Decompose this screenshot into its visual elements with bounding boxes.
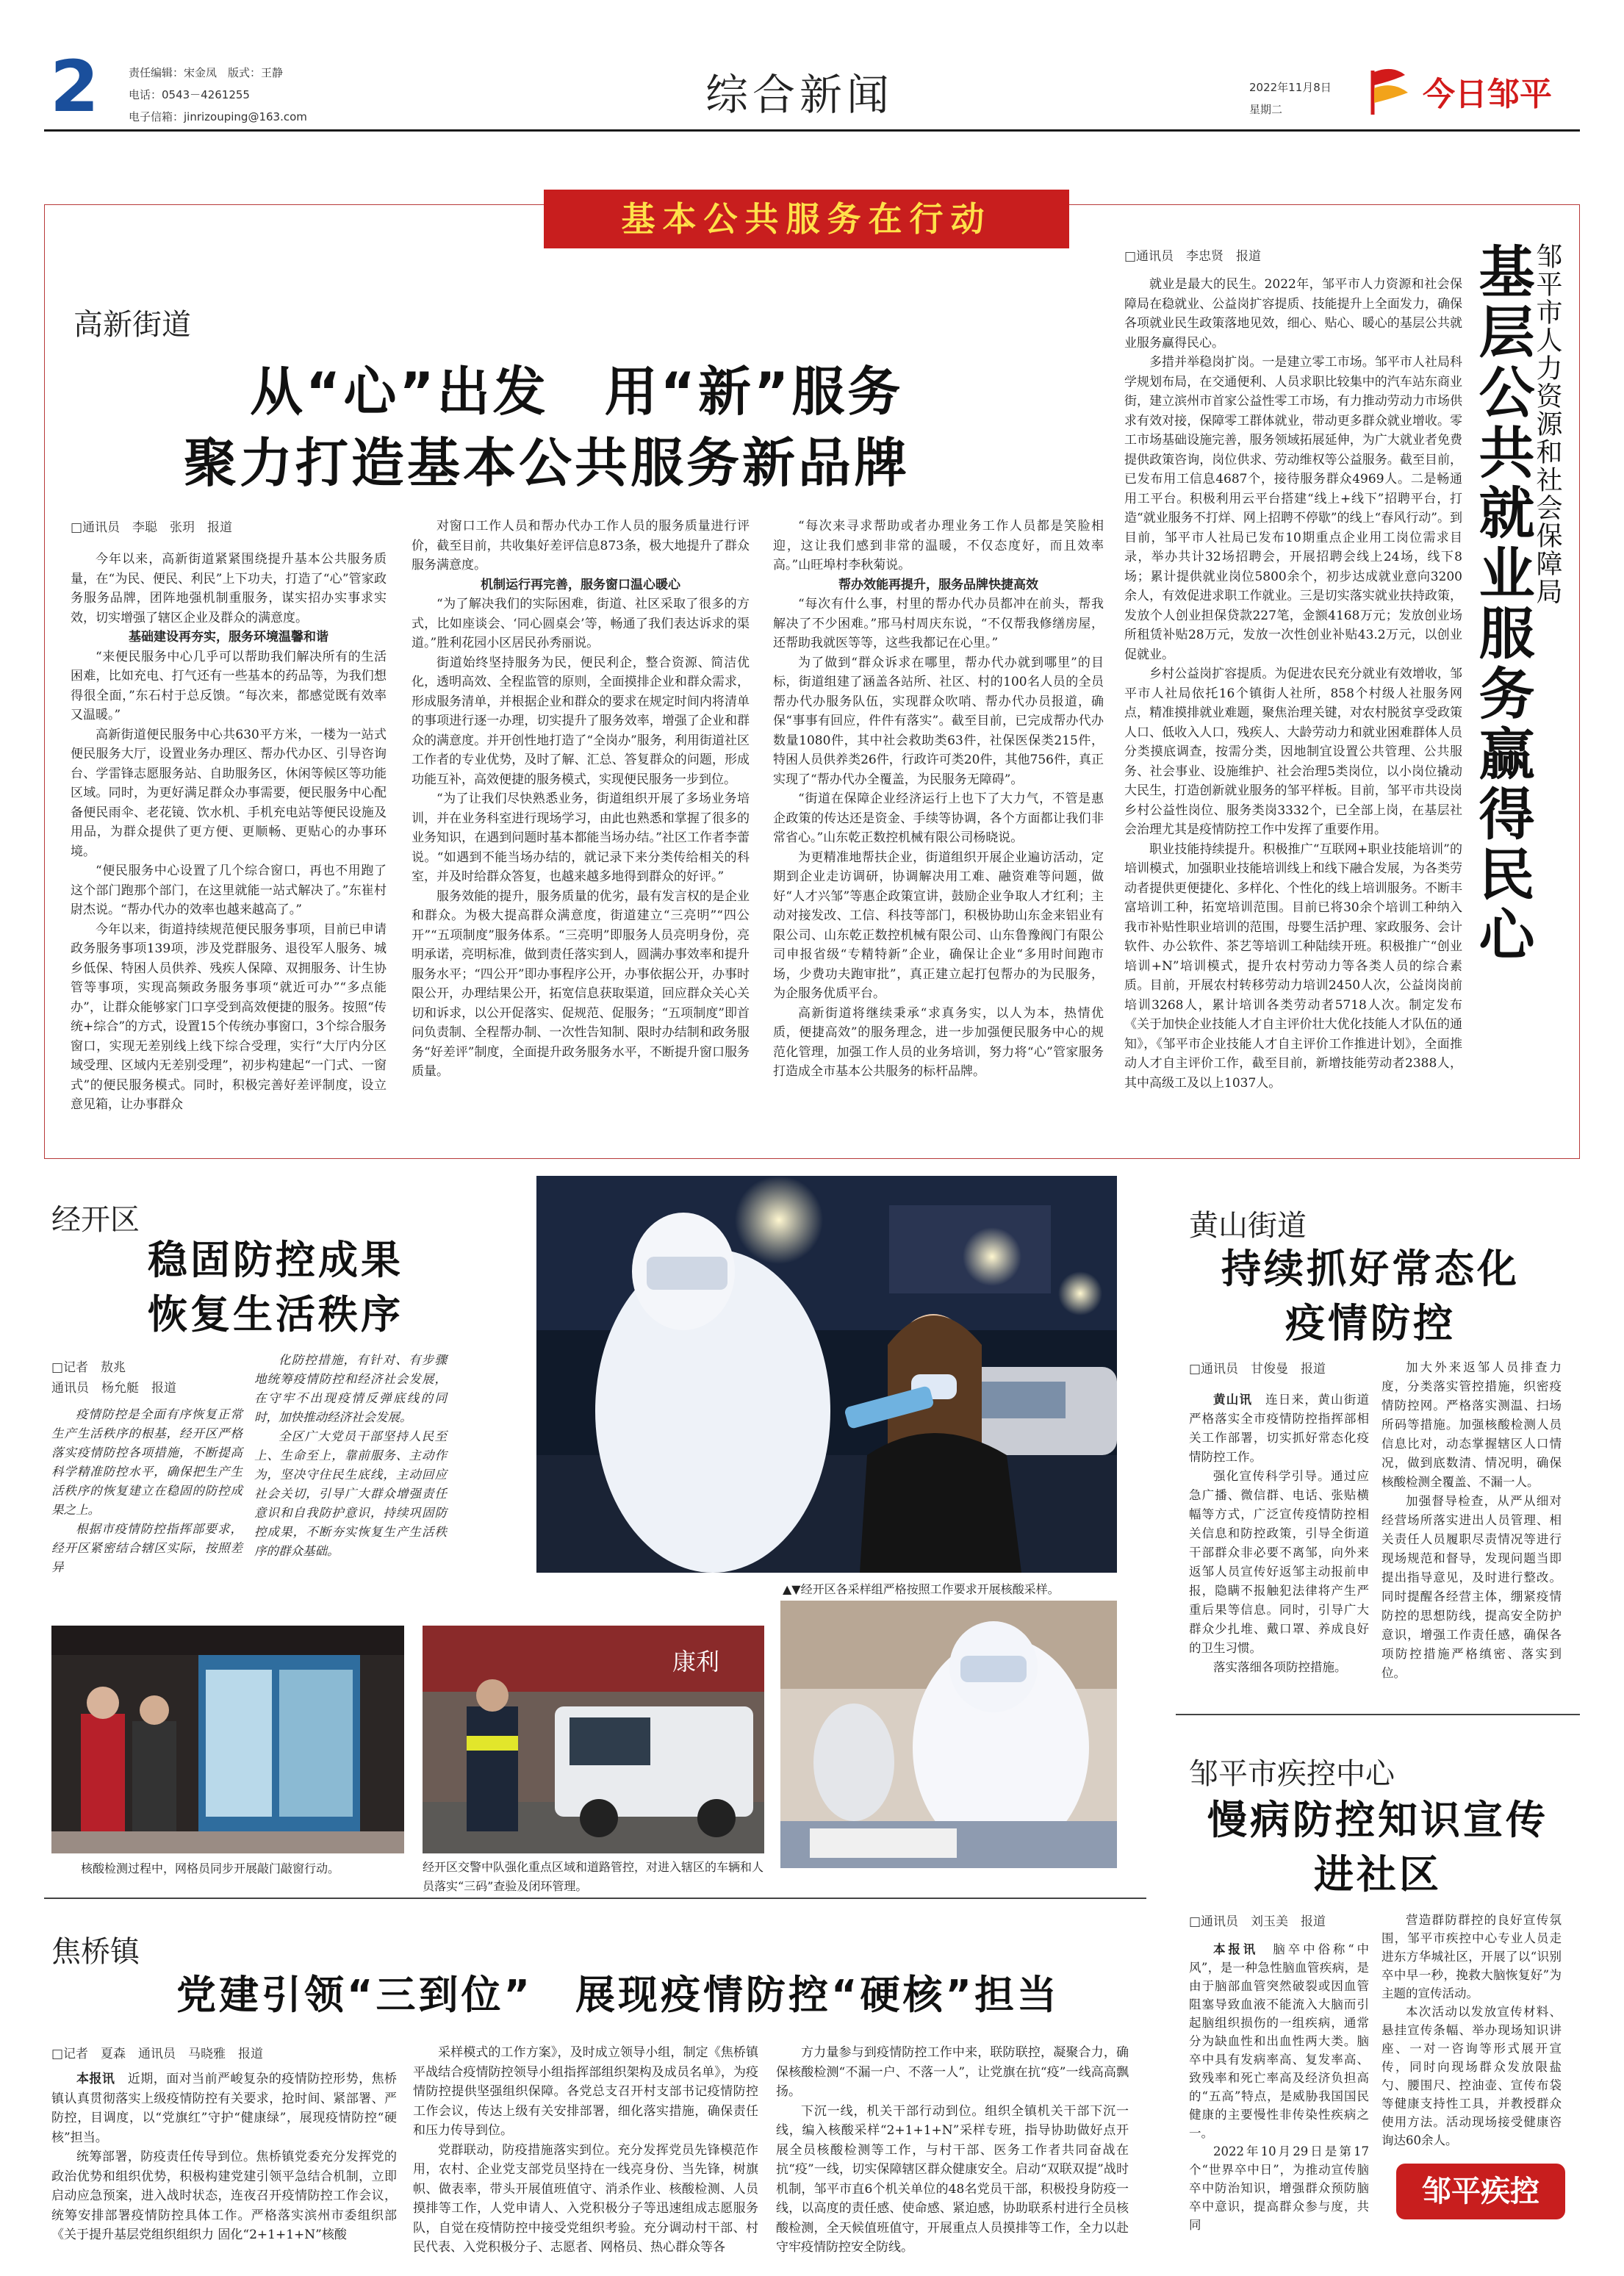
jiaoqiao-label: 焦桥镇 — [51, 1935, 140, 1969]
paragraph: 今年以来，高新街道紧紧围绕提升基本公共服务质量，在“为民、便民、利民”上下功夫，打造了“心”管家政务服务品牌，团阵地强机制重服务，谋实招办实事求实效，切实增强了辖区企业及群众的满意度。 — [71, 552, 387, 625]
jikong-byline: □通讯员 刘玉美 报道 — [1189, 1914, 1326, 1929]
photo-knock-doors-image — [51, 1626, 404, 1853]
phone-line: 电话：0543－4261255 — [129, 88, 250, 101]
paragraph: 服务效能的提升，服务质量的优劣，最有发言权的是企业和群众。为极大提高群众满意度，街道建立“三亮明”“四公开”“五项制度”服务体系。“三亮明”即服务人员亮明身份，亮明承诺，亮明标准，做到责任落实到人，圆满办事效率和提升服务水平；“四公开”即办事程序公开，办事依据公开，办事时限公开，办理结果公开，拓宽信息获取渠道，回应群众关心关切和诉求，以公开促落实、促规范、促服务；“五项制度”即首问负责制、全程帮办制、一次性告知制、限时办结制和政务服务“好差评”制度，全面提升政务服务水平，不断提升窗口服务质量。 — [412, 888, 750, 1079]
page-number: 2 — [50, 46, 99, 128]
paragraph: 2022年10月29日是第17个“世界卒中日”，为推动宣传脑卒中防治知识，增强群众预防脑卒中意识，提高群众参与度，共同 — [1189, 2144, 1369, 2232]
weekday-text: 星期二 — [1249, 103, 1283, 116]
gaoxin-column-3 — [773, 517, 1104, 1138]
paragraph: 强化宣传科学引导。通过应急广播、微信群、电话、张贴横幅等方式，广泛宣传疫情防控相关信息和防控政策，引导全街道干部群众非必要不离邹，向外来返邹人员宣传好返邹主动报前申报，隐瞒不报触犯法律将产生严重后果等信息。同时，引导广大群众少扎堆、戴口罩、养成良好的卫生习惯。 — [1189, 1469, 1369, 1655]
gaoxin-label: 高新街道 — [73, 308, 191, 342]
paper-name: 今日邹平 — [1423, 76, 1552, 113]
jingkai-label: 经开区 — [51, 1203, 140, 1237]
date-text: 2022年11月8日 — [1249, 81, 1332, 94]
jiaoqiao-column-3 — [776, 2043, 1129, 2262]
shop-sign: 康利 — [672, 1648, 720, 1676]
paragraph: “每次有什么事，村里的帮办代办员都冲在前头，帮我解决了不少困难。”邢马村周庆东说，“不仅帮我修缮房屋，还帮助我就医等等，这些我都记在心里。” — [773, 597, 1104, 650]
paragraph: “便民服务中心设置了几个综合窗口，再也不用跑了这个部门跑那个部门，在这里就能一站式解决了。”东崔村尉杰说。“帮办代办的效率也越来越高了。” — [71, 864, 387, 917]
jiaoqiao-byline: □记者 夏森 通讯员 马晓雅 报道 — [51, 2047, 264, 2061]
paragraph: “为了让我们尽快熟悉业务，街道组织开展了多场业务培训，并在业务科室进行现场学习，由此也熟悉和掌握了很多的业务知识，在遇到问题时基本都能当场办结。”社区工作者李蕾说。“如遇到不能当场办结的，就记录下来分类传给相关的科室，并及时给群众答复，也越来越多地得到群众的好评。” — [412, 791, 750, 884]
huangshan-headline-2: 疫情防控 — [1285, 1300, 1456, 1346]
rensheju-column — [1124, 275, 1462, 1142]
lead-phrase: 黄山讯 — [1213, 1393, 1253, 1407]
photo-traffic-check — [423, 1626, 764, 1853]
jingkai-headline-1: 稳固防控成果 — [148, 1237, 403, 1283]
paragraph: 今年以来，街道持续规范便民服务事项，目前已申请政务服务事项139项，涉及党群服务、退役军人服务、城乡低保、特困人员供养、残疾人保障、双拥服务、计生协管等事项，实现高频政务服务事项“就近可办”“多点能办”，让群众能够家门口享受到高效便捷的服务。按照“传统+综合”的方式，设置15个传统办事窗口，3个综合服务窗口，实现无差别线上线下综合受理，实行“大厅内分区域受理、区域内无差别受理”，初步构建起“一门式、一窗式”的便民服务模式。同时，积极完善好差评制度，设立意见箱，让办事群众 — [71, 922, 387, 1112]
email-line: 电子信箱：jinrizouping@163.com — [129, 110, 307, 123]
jingkai-headline-2: 恢复生活秩序 — [148, 1291, 403, 1338]
paragraph: 营造群防群控的良好宣传氛围，邹平市疾控中心专业人员走进东方华城社区，开展了以“识别卒中早一秒，挽救大脑恢复好”为主题的宣传活动。 — [1382, 1913, 1562, 2000]
huangshan-column-1 — [1189, 1390, 1369, 1699]
jingkai-byline-1: □记者 敖兆 — [51, 1360, 126, 1375]
flag-icon — [1359, 63, 1418, 122]
photo-knock-doors-caption: 核酸检测过程中，网格员同步开展敲门敲窗行动。 — [81, 1862, 340, 1875]
paper-logo — [1359, 63, 1580, 122]
huangshan-divider — [1176, 1714, 1580, 1715]
masthead-info — [129, 62, 307, 128]
section-title: 综合新闻 — [705, 70, 894, 120]
paragraph: 基础建设再夯实，服务环境温馨和谐 — [129, 630, 328, 645]
paragraph: 本报讯 近期，面对当前严峻复杂的疫情防控形势，焦桥镇认真贯彻落实上级疫情防控有关要求，抢时间、紧部署、严防控，目调度，以“党旗红”守护“健康绿”，展现疫情防控“硬核”担当。 — [51, 2072, 397, 2145]
photo-swab-caption: ▲▼经开区各采样组严格按照工作要求开展核酸采样。 — [783, 1582, 1060, 1596]
paragraph: 方力量参与到疫情防控工作中来，联防联控，凝聚合力，确保核酸检测“不漏一户、不落一人”，让党旗在抗“疫”一线高高飘扬。 — [776, 2045, 1129, 2099]
rensheju-headline: 基层公共就业服务赢得民心 — [1470, 243, 1535, 966]
paragraph: 下沉一线，机关干部行动到位。组织全镇机关干部下沉一线，编入核酸采样“2+1+1+N”采样专班，指导协助做好点开展全员核酸检测等工作，与村干部、医务工作者共同奋战在抗“疫”一线，切实保障辖区群众健康安全。启动“双联双提”战时机制，邹平市直6个机关单位的48名党员干部，积极投身防疫一线，以高度的责任感、使命感、紧迫感，协助联系村进行全员核酸检测，全天候值班值守，开展重点人员摸排等工作，全力以赴守牢疫情防控安全防线。 — [776, 2103, 1129, 2255]
paragraph: 机制运行再完善，服务窗口温心暖心 — [481, 577, 680, 592]
paragraph: 高新街道便民服务中心共630平方米，一楼为一站式便民服务大厅，设置业务办理区、帮办代办区、引导咨询台、学雷锋志愿服务站、自助服务区，休闲等候区等功能区域。同时，为更好满足群众办事需要，便民服务中心配备便民雨伞、老花镜、饮水机、手机充电站等便民设施及用品，为群众提供了更方便、更顺畅、更贴心的办事环境。 — [71, 727, 387, 859]
paragraph: 全区广大党员干部坚持人民至上、生命至上，靠前服务、主动作为，坚决守住民生底线，主动回应社会关切，引导广大群众增强责任意识和自我防护意识，持续巩固防控成果，不断夯实恢复生产生活秩序的群众基础。 — [254, 1429, 447, 1558]
jikong-badge: 邹平疾控 — [1396, 2164, 1565, 2219]
paragraph: “为了解决我们的实际困难，街道、社区采取了很多的方式，比如座谈会、‘同心圆桌会’等，畅通了我们表达诉求的渠道。”胜利花园小区居民孙秀丽说。 — [412, 597, 750, 650]
photo-traffic-check-caption: 经开区交警中队强化重点区域和道路管控，对进入辖区的车辆和人员落实“三码”查验及闭环管理。 — [423, 1860, 764, 1893]
jiaoqiao-divider — [44, 1898, 1146, 1899]
paragraph: 采样模式的工作方案》，及时成立领导小组，制定《焦桥镇平战结合疫情防控领导小组指挥部组织架构及成员名单》，为疫情防控提供坚强组织保障。各党总支召开村支部书记疫情防控工作会议，传达上级有关安排部署，细化落实措施，确保责任和压力传导到位。 — [413, 2045, 758, 2138]
paragraph: 落实落细各项防控措施。 — [1213, 1660, 1347, 1674]
jiaoqiao-column-2 — [413, 2043, 758, 2262]
paragraph: 本次活动以发放宣传材料、悬挂宣传条幅、举办现场知识讲座、一对一咨询等形式展开宣传，同时向现场群众发放限盐勺、腰围尺、控油壶、宣传布袋等健康支持性工具，并教授群众使用方法。活动现场接受健康咨询达60余人。 — [1382, 2005, 1562, 2147]
jikong-headline-1: 慢病防控知识宣传 — [1207, 1797, 1548, 1843]
huangshan-byline: □通讯员 甘俊曼 报道 — [1189, 1362, 1326, 1376]
paragraph: 统筹部署，防疫责任传导到位。焦桥镇党委充分发挥党的政治优势和组织优势，积极构建党建引领平急结合机制，立即启动应急预案，进入战时状态，连夜召开疫情防控工作会议，统筹安排部署疫情防控具体工作。严格落实滨州市委组织部《关于提升基层党组织组织力 固化“2+1+1+N”核酸 — [51, 2150, 397, 2242]
editor-line: 责任编辑：宋金凤 版式：王静 — [129, 66, 284, 79]
gaoxin-headline-1: 从“心”出发 用“新”服务 — [250, 361, 904, 423]
paragraph: 化防控措施，有针对、有步骤地统筹疫情防控和经济社会发展，在守牢不出现疫情反弹底线的同时，加快推动经济社会发展。 — [254, 1353, 447, 1424]
paragraph: 高新街道将继续秉承“求真务实，以人为本，热情优质，便捷高效”的服务理念，进一步加强便民服务中心的规范化管理，加强工作人员的业务培训，努力将“心”管家服务打造成全市基本公共服务的标杆品牌。 — [773, 1005, 1104, 1079]
paragraph: 加强督导检查，从严从细对经营场所落实进出人员管理、相关责任人员履职尽责情况等进行现场规范和督导，发现问题当即提出指导意见，及时进行整改。同时提醒各经营主体，绷紧疫情防控的思想防线，提高安全防护意识，增强工作责任感，确保各项防控措施严格缜密、落实到位。 — [1382, 1494, 1562, 1680]
photo-swab-sampling-image — [536, 1176, 1117, 1573]
feature-banner: 基本公共服务在行动 — [544, 190, 1069, 248]
rensheju-byline: □通讯员 李忠贤 报道 — [1124, 249, 1262, 264]
gaoxin-byline: □通讯员 李聪 张玥 报道 — [71, 520, 233, 535]
lead-phrase: 本报讯 — [76, 2072, 115, 2086]
huangshan-column-2 — [1382, 1358, 1562, 1699]
lead-phrase: 本报讯 — [1213, 1942, 1259, 1956]
paragraph: 乡村公益岗扩容提质。为促进农民充分就业有效增收，邹平市人社局依托16个镇街人社所，858个村级人社服务网点，精准摸排就业难题，聚焦治理关键，对农村脱贫享受政策人口、低收入人口，残疾人、大龄劳动力和就业困难群体人员分类摸底调查，按需分类，因地制宜设置公共管理、公共服务、社会事业、设施维护、社会治理5类岗位，以小岗位撬动大民生，打造创新就业服务的邹平样板。目前，邹平市共设岗乡村公益性岗位、服务类岗3332个，已全部上岗，在基层社会治理尤其是疫情防控工作中发挥了重要作用。 — [1124, 667, 1462, 837]
paragraph: “街道在保障企业经济运行上也下了大力气，不管是惠企政策的传达还是资金、手续等协调，各个方面都让我们非常省心。”山东乾正数控机械有限公司杨晓说。 — [773, 791, 1104, 845]
photo-traffic-check-image — [423, 1626, 764, 1853]
gaoxin-column-1 — [71, 550, 387, 1138]
photo-sampling-indoor-image — [780, 1601, 1117, 1868]
paragraph: 党群联动，防疫措施落实到位。充分发挥党员先锋模范作用，农村、企业党支部党员坚持在一线亮身份、当先锋，树旗帜、做表率，带头开展值班值守、消杀作业、核酸检测、人员摸排等工作，人党申请人、入党积极分子等迅速组成志愿服务队，自觉在疫情防控中接受党组织考验。充分调动村干部、村民代表、入党积极分子、志愿者、网格员、热心群众等各 — [413, 2142, 758, 2255]
photo-sampling-indoor — [780, 1601, 1117, 1868]
paragraph: 街道始终坚持服务为民，便民利企，整合资源、简洁优化，透明高效、全程监管的原则，全面摸排企业和群众需求，形成服务清单，并根据企业和群众的要求在规定时间内将清单的事项进行逐一办理，切实提升了服务效率，增强了企业和群众的满意度。并开创性地打造了“全岗办”服务，利用街道社区工作者的专业优势，及时了解、汇总、答复群众的问题，形成功能互补，高效便捷的服务模式，实现便民服务一步到位。 — [412, 655, 750, 787]
paragraph: 帮办效能再提升，服务品牌快捷高效 — [838, 577, 1038, 592]
photo-swab-sampling — [536, 1176, 1117, 1573]
paragraph: 黄山讯 连日来，黄山街道严格落实全市疫情防控指挥部相关工作部署，切实抓好常态化疫情防控工作。 — [1189, 1393, 1370, 1464]
paragraph: 本报讯 脑卒中俗称“中风”，是一种急性脑血管疾病，是由于脑部血管突然破裂或因血管阻塞导致血液不能流入大脑而引起脑组织损伤的一组疾病，通常分为缺血性和出血性两大类。脑卒中具有发病率高、复发率高、致残率和死亡率高及经济负担高的“五高”特点，是威胁我国国民健康的主要慢性非传染性疾病之一。 — [1189, 1942, 1370, 2140]
header-rule — [44, 129, 1580, 132]
huangshan-label: 黄山街道 — [1189, 1209, 1307, 1243]
paragraph: “来便民服务中心几乎可以帮助我们解决所有的生活困难，比如充电、打气还有一些基本的药品等，为我们想得很全面，”东石村于总反馈。“每次来，都感觉既有效率又温暖。” — [71, 649, 387, 722]
paragraph: 加大外来返邹人员排查力度，分类落实管控措施，织密疫情防控网。严格落实测温、扫场所码等措施。加强核酸检测人员信息比对，动态掌握辖区人口情况，做到底数清、情况明，确保核酸检测全覆盖、不漏一人。 — [1382, 1360, 1562, 1489]
jikong-headline-2: 进社区 — [1314, 1851, 1442, 1898]
rensheju-kicker: 邹平市人力资源和社会保障局 — [1532, 243, 1562, 606]
gaoxin-column-2 — [412, 517, 750, 1138]
paragraph: 为了做到“群众诉求在哪里，帮办代办就到哪里”的目标，街道组建了涵盖各站所、社区、村的100名人员的全员帮办代办服务队伍，实现群众吹哨、帮办代办员报道，确保“事事有回应，件件有落实”。截至目前，已完成帮办代办数量1080件，其中社会救助类63件，社保医保类215件，特困人员供养类26件，行政许可类20件，其他756件，真正实现了“帮办代办全覆盖，为民服务无障碍”。 — [773, 655, 1104, 787]
paragraph: 对窗口工作人员和帮办代办工作人员的服务质量进行评价，截至目前，共收集好差评信息873条，极大地提升了群众服务满意度。 — [412, 519, 750, 572]
issue-date — [1249, 76, 1332, 121]
paragraph: 疫情防控是全面有序恢复正常生产生活秩序的根基，经开区严格落实疫情防控各项措施，不断提高科学精准防控水平，确保把生产生活秩序的恢复建立在稳固的防控成果之上。 — [51, 1407, 242, 1517]
huangshan-headline-1: 持续抓好常态化 — [1221, 1246, 1520, 1292]
paragraph: 多措并举稳岗扩岗。一是建立零工市场。邹平市人社局科学规划布局，在交通便利、人员求职比较集中的汽车站东商业街，建立滨州市首家公益性零工市场，有力推动劳动力市场供求有效对接，保障零工群体就业，带动更多群众就业增收。零工市场基础设施完善，服务领域拓展延伸，为广大就业者免费提供政策咨询，岗位供求、劳动维权等公益服务。截至目前，已发布用工信息4687个，接待服务群众4969人。二是畅通用工平台。积极利用云平台搭建“线上+线下”招聘平台，打造“就业服务不打烊、网上招聘不停歇”的线上“春风行动”。到目前，邹平市人社局已发布10期重点企业用工岗位需求目录，举办共计32场招聘会，开展招聘会线上24场，线下8场；累计提供就业岗位5800余个，初步达成就业意向3200余人，有效促进求职工作就业。三是切实落实就业扶持政策，发放个人创业担保贷款227笔，金额4168万元；发放创业场所租赁补贴28万元，发放一次性创业补贴43.2万元，以创业促就业。 — [1124, 355, 1462, 662]
jiaoqiao-column-1 — [51, 2069, 397, 2262]
jingkai-column-1 — [51, 1405, 242, 1604]
jikong-column-1 — [1189, 1940, 1369, 2249]
jikong-column-2 — [1382, 1911, 1562, 2147]
paragraph: 职业技能持续提升。积极推广“互联网+职业技能培训”的培训模式，加强职业技能培训线上和线下融合发展，为各类劳动者提供更便捷化、多样化、个性化的线上培训服务。不断丰富培训工种，拓宽培训范围。目前已将30余个培训工种纳入我市补贴性职业培训的范围，母婴生活护理、家政服务、会计软件、办公软件、茶艺等培训工种陆续开班。积极推广“创业培训+N”培训模式，提升农村劳动力等各类人员的综合素质。目前，开展农村转移劳动力培训2450人次，公益岗岗前培训3268人，累计培训各类劳动者5718人次。制定发布《关于加快企业技能人才自主评价壮大优化技能人才队伍的通知》，《邹平市企业技能人才自主评价工作推进计划》，全面推动人才自主评价工作，截至目前，新增技能劳动者2388人，其中高级工及以上1037人。 — [1124, 841, 1462, 1091]
jingkai-byline-2: 通讯员 杨允艇 报道 — [51, 1381, 176, 1396]
photo-knock-doors — [51, 1626, 404, 1853]
paragraph: 就业是最大的民生。2022年，邹平市人力资源和社会保障局在稳就业、公益岗扩容提质、技能提升上全面发力，确保各项就业民生政策落地见效，细心、贴心、暖心的基层公共就业服务赢得民心。 — [1124, 277, 1462, 351]
jingkai-column-2 — [254, 1351, 447, 1605]
jikong-label: 邹平市疾控中心 — [1189, 1757, 1395, 1791]
paragraph: 根据市疫情防控指挥部要求，经开区紧密结合辖区实际，按照差异 — [51, 1522, 242, 1574]
jiaoqiao-headline: 党建引领“三到位” 展现疫情防控“硬核”担当 — [176, 1972, 1060, 2018]
paragraph: 为更精准地帮扶企业，街道组织开展企业遍访活动，定期到企业走访调研，协调解决用工难、融资难等问题，做好“人才兴邹”等惠企政策宣讲，鼓励企业争取人才红利；主动对接发改、工信、科技等部门，积极协助山东金来铝业有限公司、山东乾正数控机械有限公司、山东鲁豫阀门有限公司申报省级“专精特新”企业，确保让企业“多用时间跑市场，少费功夫跑审批”，真正建立起打包帮办的为民服务，为企服务优质平台。 — [773, 850, 1104, 1001]
gaoxin-headline-2: 聚力打造基本公共服务新品牌 — [184, 432, 910, 494]
paragraph: “每次来寻求帮助或者办理业务工作人员都是笑脸相迎，这让我们感到非常的温暖，不仅态度好，而且效率高。”山旺埠村李秋菊说。 — [773, 519, 1104, 572]
